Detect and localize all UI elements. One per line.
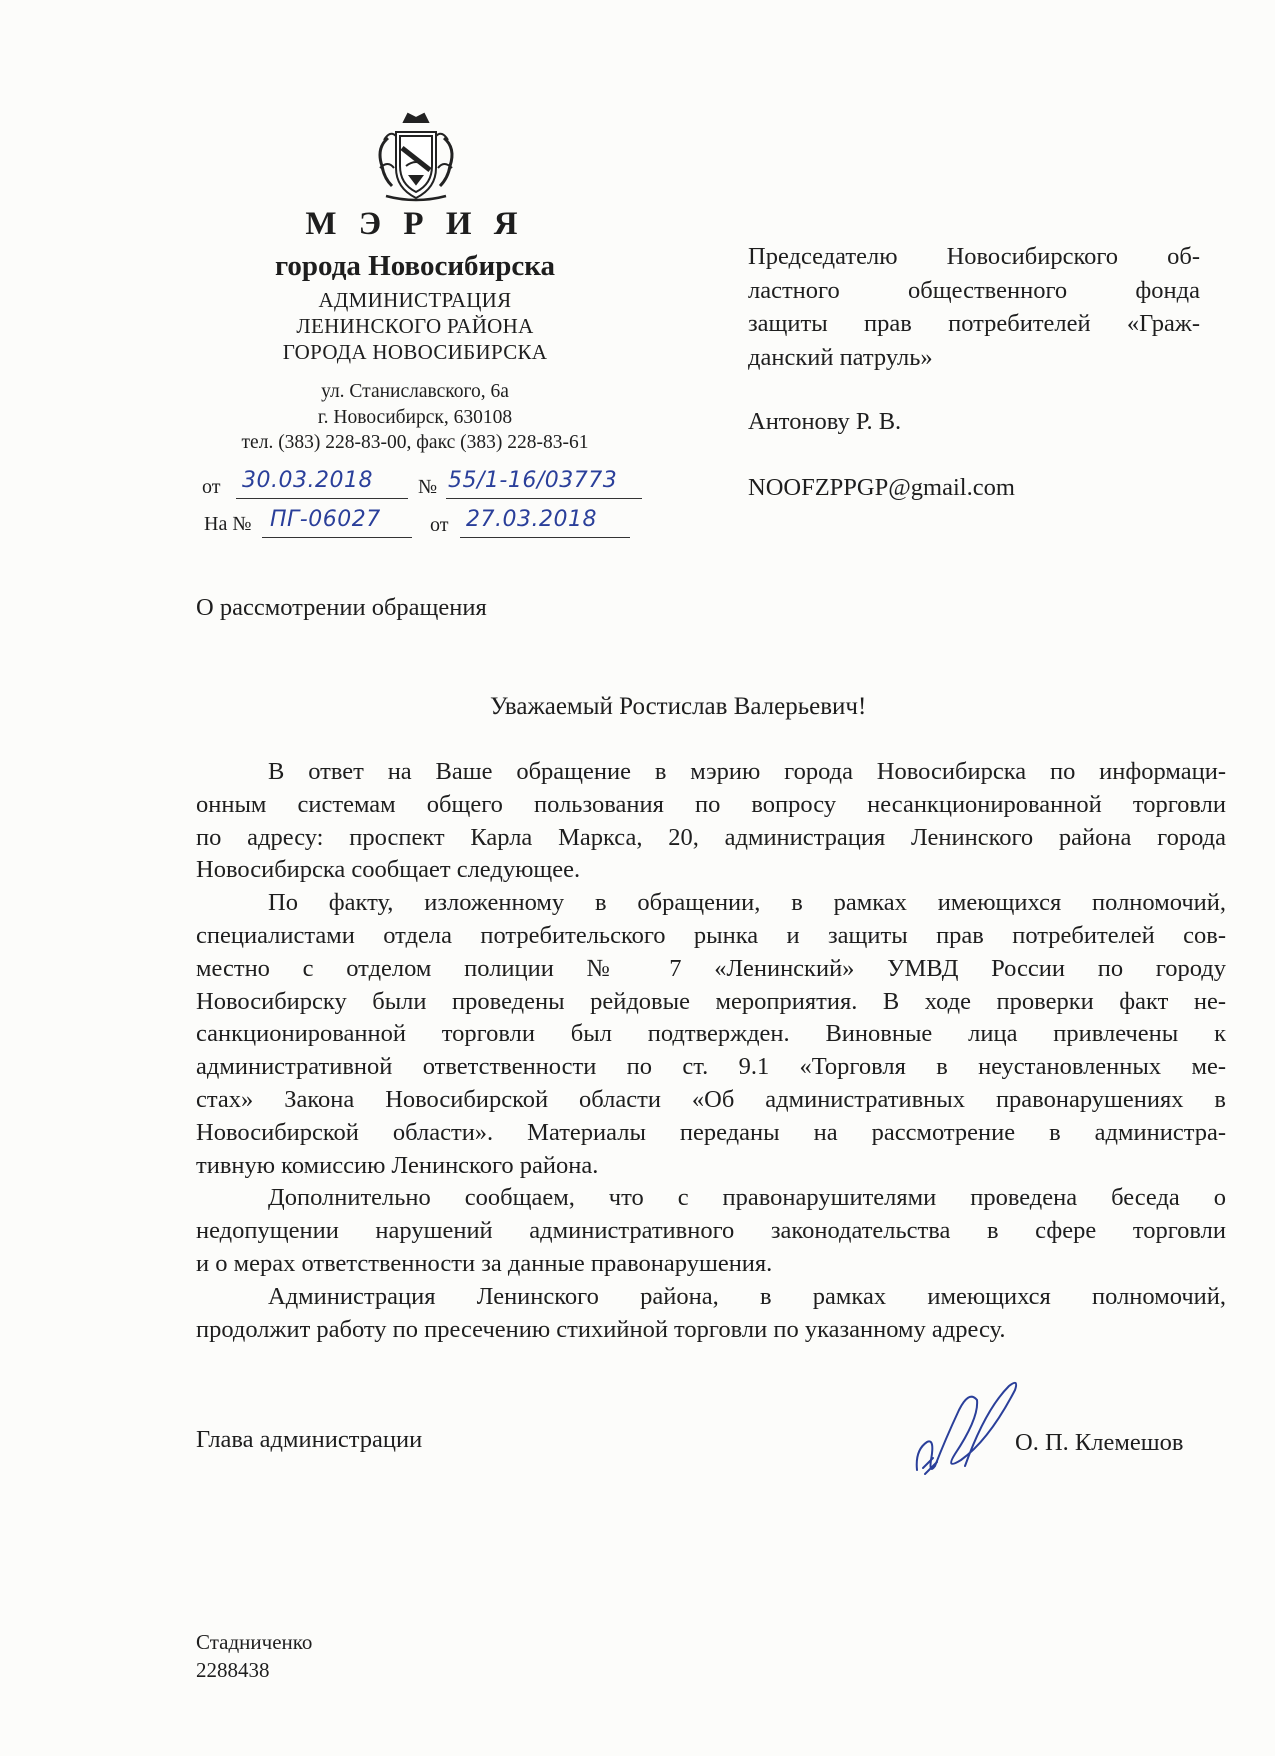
body-line: тивную комиссию Ленинского района. <box>196 1151 599 1179</box>
handwritten-ref-number: ПГ-06027 <box>270 507 381 532</box>
greeting: Уважаемый Ростислав Валерьевич! <box>490 693 867 720</box>
number-label: № <box>418 476 438 498</box>
body-line: Администрация Ленинского района, в рамках имеющихся полномочий, <box>268 1282 1226 1310</box>
addressee-name: Антонову Р. В. <box>748 408 902 435</box>
org-city: города Новосибирска <box>274 250 556 282</box>
ref-label: На № <box>204 513 252 535</box>
date-field <box>236 466 408 499</box>
admin-line: ЛЕНИНСКОГО РАЙОНА <box>296 314 534 338</box>
body-line: местно с отделом полиции № 7 «Ленинский» УМВД России по городу <box>196 954 1226 982</box>
body-line: и о мерах ответственности за данные правонарушения. <box>196 1249 773 1277</box>
admin-line: ГОРОДА НОВОСИБИРСКА <box>282 340 548 364</box>
body-line: специалистами отдела потребительского рынка и защиты прав потребителей сов- <box>196 921 1226 949</box>
body-line: Дополнительно сообщаем, что с правонарушителями проведена беседа о <box>268 1184 1226 1212</box>
number-field <box>446 466 642 499</box>
addressee-line: Председателю Новосибирского об- <box>748 243 1200 270</box>
body-line: стах» Закона Новосибирской области «Об административных правонарушениях в <box>196 1085 1226 1113</box>
admin-line: АДМИНИСТРАЦИЯ <box>318 288 512 312</box>
body-line: Новосибирску были проведены рейдовые мероприятия. В ходе проверки факт не- <box>196 987 1226 1015</box>
addressee-line: данский патруль» <box>748 343 933 371</box>
handwritten-number: 55/1-16/03773 <box>448 468 618 493</box>
handwritten-ref-date: 27.03.2018 <box>466 507 597 532</box>
ref-number-field <box>262 505 412 538</box>
body-line: по адресу: проспект Карла Маркса, 20, администрация Ленинского района города <box>196 823 1226 851</box>
addressee-block <box>748 240 1200 374</box>
body-line: санкционированной торговли был подтвержден. Виновные лица привлечены к <box>196 1020 1226 1048</box>
from-label: от <box>202 476 221 498</box>
body-line: недопущении нарушений административного законодательства в сфере торговли <box>196 1217 1226 1245</box>
body-line: онным системам общего пользования по вопросу несанкционированной торговли <box>196 790 1226 818</box>
subject-line: О рассмотрении обращения <box>196 594 487 621</box>
addressee-line: защиты прав потребителей «Граж- <box>748 310 1200 337</box>
body-line: В ответ на Ваше обращение в мэрию города Новосибирска по информаци- <box>268 758 1226 785</box>
executor-phone: 2288438 <box>196 1658 270 1682</box>
handwritten-date: 30.03.2018 <box>242 468 373 493</box>
ref-date-field <box>460 505 630 538</box>
signer-position: Глава администрации <box>196 1426 423 1453</box>
org-street: ул. Станиславского, 6а <box>321 381 509 402</box>
addressee-email: NOOFZPPGP@gmail.com <box>748 474 1015 501</box>
org-phones: тел. (383) 228-83-00, факс (383) 228-83-61 <box>241 432 589 453</box>
executor-name: Стадниченко <box>196 1630 313 1654</box>
handwritten-signature <box>905 1370 1035 1480</box>
letter-body <box>196 756 1226 1346</box>
coat-of-arms-icon <box>366 108 466 208</box>
body-line: Новосибирской области». Материалы переданы на рассмотрение в администра- <box>196 1118 1226 1146</box>
addressee-line: ластного общественного фонда <box>748 276 1200 304</box>
ref-from-label: от <box>430 514 449 536</box>
body-line: административной ответственности по ст. 9.1 «Торговля в неустановленных ме- <box>196 1053 1226 1081</box>
body-line: Новосибирска сообщает следующее. <box>196 856 581 884</box>
org-title: М Э Р И Я <box>305 206 525 242</box>
body-line: продолжит работу по пресечению стихийной торговли по указанному адресу. <box>196 1315 1006 1343</box>
body-line: По факту, изложенному в обращении, в рамках имеющихся полномочий, <box>268 889 1226 917</box>
signer-name: О. П. Клемешов <box>1015 1429 1184 1456</box>
org-city-zip: г. Новосибирск, 630108 <box>317 407 513 428</box>
executor-block <box>196 1628 312 1684</box>
